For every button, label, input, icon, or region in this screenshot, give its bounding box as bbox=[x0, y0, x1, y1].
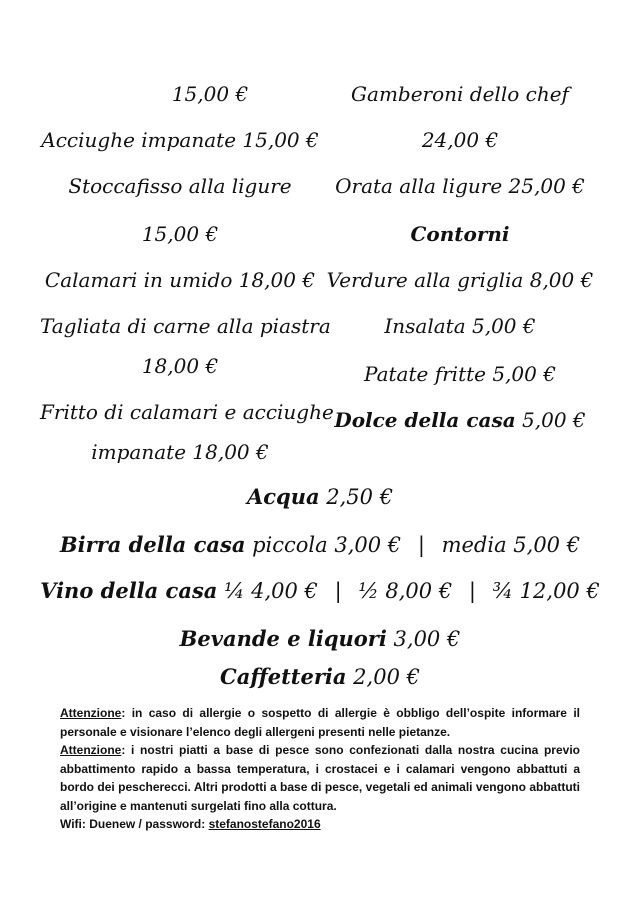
drink-vino bbox=[0, 578, 640, 603]
birra-name: Birra della casa bbox=[59, 532, 246, 557]
dolce-name: Dolce della casa bbox=[334, 408, 516, 432]
menu-item-calamari: Calamari in umido 18,00 € bbox=[44, 268, 316, 292]
attention-label: Attenzione bbox=[60, 706, 122, 720]
acqua-name: Acqua bbox=[246, 484, 320, 509]
birra-piccola: piccola 3,00 € bbox=[252, 533, 402, 557]
menu-item-acciughe: Acciughe impanate 15,00 € bbox=[41, 128, 319, 152]
allergy-note-text: : in caso di allergie o sospetto di allergie è obbligo dell’ospite informare il personale e visionare l’elenco degli allergeni presenti nelle pietanze. bbox=[60, 706, 580, 739]
wifi-text: Wifi: Duenew / password: bbox=[60, 817, 209, 831]
vino-quarter: ¼ 4,00 € bbox=[224, 579, 318, 603]
separator: | bbox=[417, 533, 425, 557]
notes-block bbox=[60, 704, 580, 834]
menu-item-insalata: Insalata 5,00 € bbox=[384, 314, 536, 338]
menu-item-patate: Patate fritte 5,00 € bbox=[364, 362, 556, 386]
menu-item-stoccafisso-name: Stoccafisso alla ligure bbox=[68, 174, 292, 198]
menu-item-orata: Orata alla ligure 25,00 € bbox=[335, 174, 585, 198]
section-heading-contorni: Contorni bbox=[410, 222, 510, 246]
menu-item-tagliata-name: Tagliata di carne alla piastra bbox=[40, 314, 331, 338]
wifi-note bbox=[60, 815, 580, 834]
separator: | bbox=[334, 579, 342, 603]
menu-item-verdure: Verdure alla griglia 8,00 € bbox=[326, 268, 594, 292]
menu-item-stoccafisso-price: 15,00 € bbox=[141, 222, 219, 246]
caffetteria-price: 2,00 € bbox=[353, 665, 420, 689]
allergy-note bbox=[60, 704, 580, 741]
acqua-price: 2,50 € bbox=[326, 485, 394, 509]
fish-note bbox=[60, 741, 580, 815]
menu-item-fritto-line2: impanate 18,00 € bbox=[91, 440, 269, 464]
price-top: 15,00 € bbox=[171, 82, 249, 106]
bevande-name: Bevande e liquori bbox=[179, 626, 387, 651]
fish-note-text: : i nostri piatti a base di pesce sono confezionati dalla nostra cucina previo abbattimento rapido a bassa temperatura, i crostacei e i calamari vengono abbattuti a bordo dei pescherecci. Altri prodotti a base di pesce, vegetali ed animali vengono abbattuti all’origine e mantenuti surgelati fino alla cottura. bbox=[60, 743, 580, 813]
menu-item-fritto-line1: Fritto di calamari e acciughe bbox=[40, 400, 334, 424]
menu-item-tagliata-price: 18,00 € bbox=[141, 354, 219, 378]
drink-caffetteria bbox=[0, 664, 640, 689]
drink-acqua bbox=[0, 484, 640, 509]
birra-media: media 5,00 € bbox=[441, 533, 581, 557]
separator: | bbox=[468, 579, 476, 603]
vino-half: ½ 8,00 € bbox=[358, 579, 453, 603]
bevande-price: 3,00 € bbox=[393, 627, 461, 651]
menu-item-dolce bbox=[320, 408, 600, 432]
dolce-price: 5,00 € bbox=[522, 408, 586, 432]
caffetteria-name: Caffetteria bbox=[220, 664, 347, 689]
attention-label: Attenzione bbox=[60, 743, 122, 757]
menu-item-gamberoni-name: Gamberoni dello chef bbox=[351, 82, 569, 106]
vino-name: Vino della casa bbox=[40, 578, 218, 603]
drink-bevande bbox=[0, 626, 640, 651]
wifi-password: stefanostefano2016 bbox=[208, 817, 321, 831]
menu-item-gamberoni-price: 24,00 € bbox=[421, 128, 499, 152]
drink-birra bbox=[0, 532, 640, 557]
vino-three-quarter: ¾ 12,00 € bbox=[492, 579, 600, 603]
